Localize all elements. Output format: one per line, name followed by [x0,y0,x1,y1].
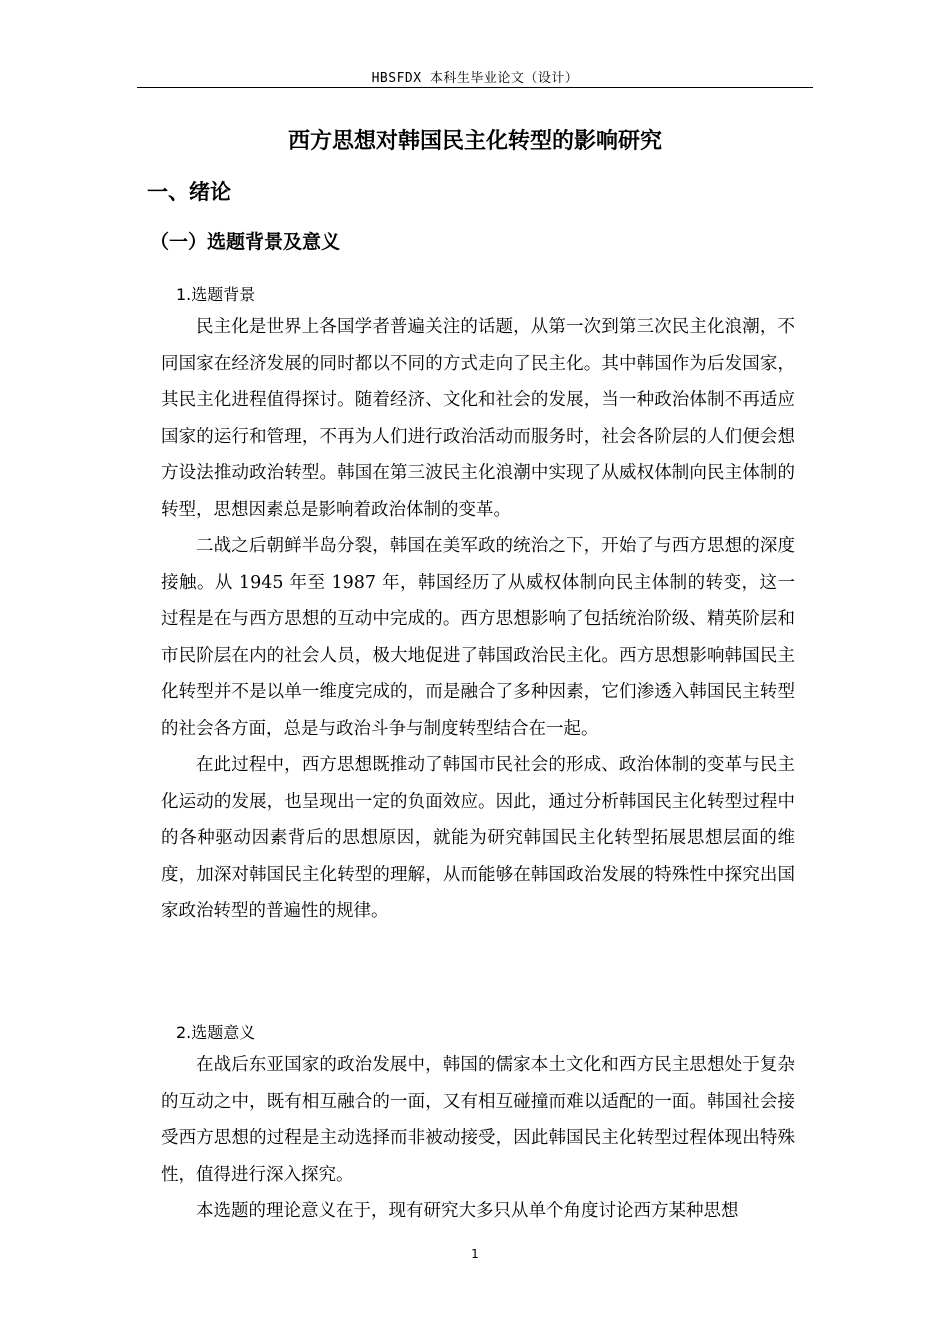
section-heading: （一）选题背景及意义 [150,231,341,253]
subsection-heading-significance: 2.选题意义 [176,1023,256,1042]
paragraph: 在此过程中，西方思想既推动了韩国市民社会的形成、政治体制的变革与民主化运动的发展，也呈现出一定的负面效应。因此，通过分析韩国民主化转型过程中的各种驱动因素背后的思想原因，就能为研究韩国民主化转型拓展思想层面的维度，加深对韩国民主化转型的理解，从而能够在韩国政治发展的特殊性中探究出国家政治转型的普遍性的规律。 [161,755,795,921]
header-rule [137,87,813,88]
chapter-heading: 一、绪论 [147,180,231,204]
page-number: 1 [471,1247,479,1261]
paragraph: 民主化是世界上各国学者普遍关注的话题，从第一次到第三次民主化浪潮，不同国家在经济发展的同时都以不同的方式走向了民主化。其中韩国作为后发国家，其民主化进程值得探讨。随着经济、文化和社会的发展，当一种政治体制不再适应国家的运行和管理，不再为人们进行政治活动而服务时，社会各阶层的人们便会想方设法推动政治转型。韩国在第三波民主化浪潮中实现了从威权体制向民主体制的转型，思想因素总是影响着政治体制的变革。 [161,317,795,520]
subsection-heading-background: 1.选题背景 [176,285,256,304]
document-title: 西方思想对韩国民主化转型的影响研究 [287,129,662,154]
significance-body [161,1047,795,1230]
paragraph: 在战后东亚国家的政治发展中，韩国的儒家本土文化和西方民主思想处于复杂的互动之中，既有相互融合的一面，又有相互碰撞而难以适配的一面。韩国社会接受西方思想的过程是主动选择而非被动接受，因此韩国民主化转型过程体现出特殊性，值得进行深入探究。 [161,1055,795,1185]
paragraph: 二战之后朝鲜半岛分裂，韩国在美军政的统治之下，开始了与西方思想的深度接触。从 1945 年至 1987 年，韩国经历了从威权体制向民主体制的转变，这一过程是在与西方思想的互动中完成的。西方思想影响了包括统治阶级、精英阶层和市民阶层在内的社会人员，极大地促进了韩国政治民主化。西方思想影响韩国民主化转型并不是以单一维度完成的，而是融合了多种因素，它们渗透入韩国民主转型的社会各方面，总是与政治斗争与制度转型结合在一起。 [161,536,795,739]
running-header: HBSFDX 本科生毕业论文（设计） [371,71,579,86]
paragraph: 本选题的理论意义在于，现有研究大多只从单个角度讨论西方某种思想 [196,1201,739,1221]
background-body [161,309,795,930]
